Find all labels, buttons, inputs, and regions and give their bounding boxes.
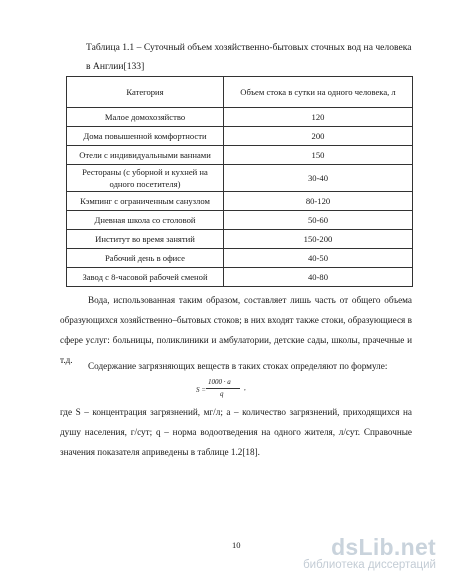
formula [196,378,276,404]
table-header-row [67,77,413,108]
table-row [67,211,413,230]
formula-lhs: S = [196,386,206,394]
row-volume: 150-200 [224,230,413,249]
table-row [67,192,413,211]
row-volume: 30-40 [224,165,413,192]
watermark-logo: dsLib.net [331,534,436,560]
row-category: Рабочий день в офисе [67,249,224,268]
table-row [67,249,413,268]
formula-comma: , [244,384,246,392]
header-category: Категория [67,77,224,108]
body-paragraph-2: Содержание загрязняющих веществ в таких стоках определяют по формуле: [88,361,388,371]
watermark-subtitle: библиотека диссертаций [303,559,436,571]
table-row [67,127,413,146]
row-category: Дома повышенной комфортности [67,127,224,146]
row-category: Дневная школа со столовой [67,211,224,230]
body-paragraph-3: где S – концентрация загрязнений, мг/л; a – количество загрязнений, приходящихся на душу населения, г/сут; q – норма водоотведения на одного жителя, л/сут. Справочные значения показателя aприведены в таблице 1.2[18]. [60,407,412,457]
page-number: 10 [232,540,241,550]
row-volume: 40-80 [224,268,413,287]
row-volume: 80-120 [224,192,413,211]
body-paragraph-1: Вода, использованная таким образом, составляет лишь часть от общего объема образующихся хозяйственно–бытовых стоков; в них входят также стоки, образующиеся в сфере услуг: больницы, поликлиники и амбулатории, детские сады, школы, прачечные и т.д. [60,295,412,365]
fraction-bar [206,388,240,389]
row-volume: 200 [224,127,413,146]
row-category: Завод с 8-часовой рабочей сменой [67,268,224,287]
table-row [67,165,413,192]
row-category: Институт во время занятий [67,230,224,249]
table-row [67,268,413,287]
formula-numerator: 1000 · a [208,378,231,386]
formula-denominator: q [220,390,224,398]
row-volume: 120 [224,108,413,127]
header-volume: Объем стока в сутки на одного человека, л [224,77,413,108]
row-category: Отели с индивидуальными ваннами [67,146,224,165]
row-volume: 150 [224,146,413,165]
row-volume: 40-50 [224,249,413,268]
table-row [67,230,413,249]
row-category: Малое домохозяйство [67,108,224,127]
table-row [67,146,413,165]
table-caption: Таблица 1.1 – Суточный объем хозяйственно-бытовых сточных вод на человека в Англии[133] [86,42,412,72]
table-row [67,108,413,127]
data-table [66,76,413,287]
row-category: Кэмпинг с ограниченным санузлом [67,192,224,211]
row-category: Рестораны (с уборной и кухней на одного посетителя) [67,165,224,192]
watermark [303,535,436,572]
row-volume: 50-60 [224,211,413,230]
